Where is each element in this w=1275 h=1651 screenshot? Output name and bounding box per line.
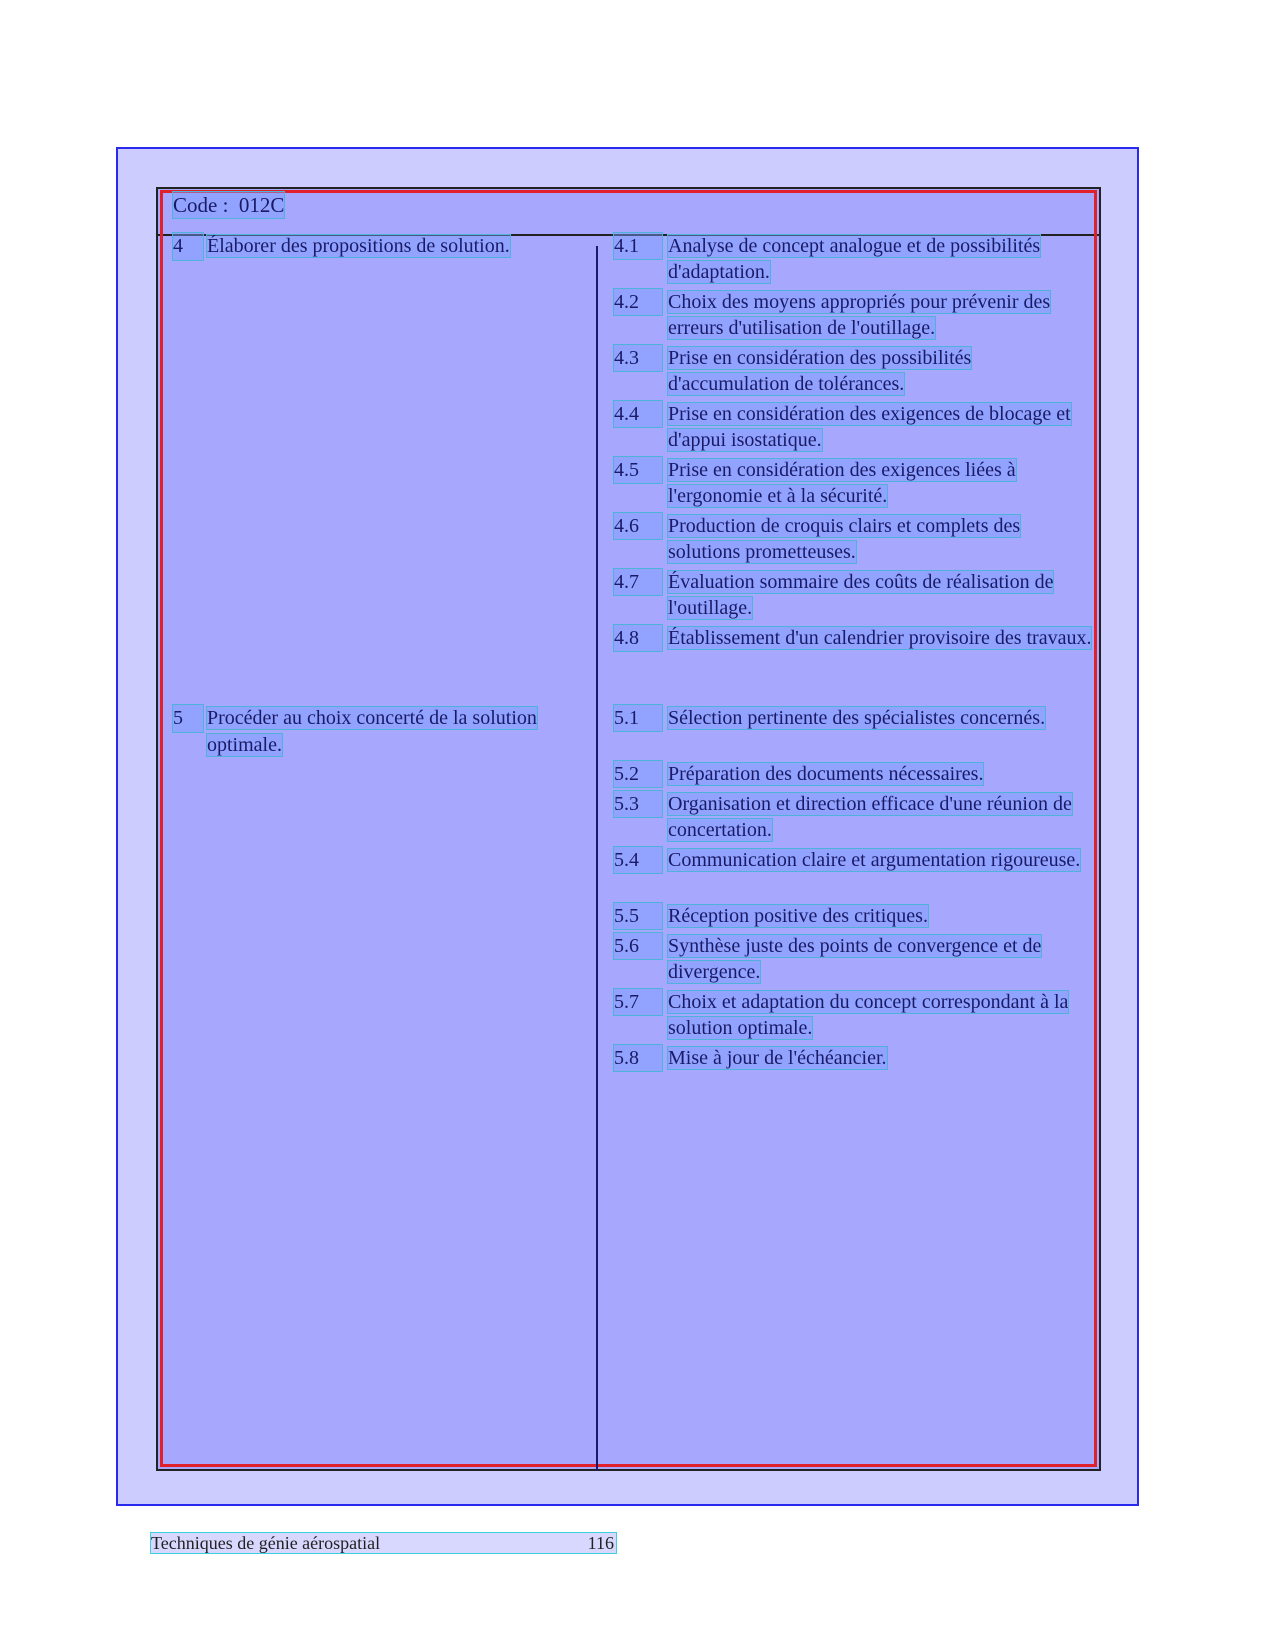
criterion-item xyxy=(614,761,1094,787)
criterion-number: 5.5 xyxy=(614,903,662,929)
criterion-number: 4.2 xyxy=(614,289,662,315)
criterion-number: 4.6 xyxy=(614,513,662,539)
criterion-text: Réception positive des critiques. xyxy=(668,905,928,927)
criterion-item xyxy=(614,847,1094,873)
criterion-item xyxy=(614,989,1094,1041)
criterion-text: Communication claire et argumentation rigoureuse. xyxy=(668,849,1081,871)
criterion-number: 4.4 xyxy=(614,401,662,427)
criterion-text: Choix des moyens appropriés pour prévenir des erreurs d'utilisation de l'outillage. xyxy=(668,291,1051,339)
criterion-number: 5.8 xyxy=(614,1045,662,1071)
criterion-number: 4.8 xyxy=(614,625,662,651)
task-item xyxy=(173,705,597,759)
criterion-item xyxy=(614,233,1094,285)
criterion-number: 5.7 xyxy=(614,989,662,1015)
competency-code: Code : 012C xyxy=(173,193,285,217)
criterion-item xyxy=(614,933,1094,985)
criterion-number: 5.2 xyxy=(614,761,662,787)
criterion-item xyxy=(614,625,1094,651)
criterion-item xyxy=(614,401,1094,453)
criterion-text: Choix et adaptation du concept correspondant à la solution optimale. xyxy=(668,991,1069,1039)
criterion-item xyxy=(614,791,1094,843)
criterion-item xyxy=(614,569,1094,621)
footer-program-name: Techniques de génie aérospatial xyxy=(151,1533,381,1553)
criterion-number: 4.7 xyxy=(614,569,662,595)
page-number: 116 xyxy=(587,1533,614,1553)
criterion-item xyxy=(614,1045,1094,1071)
criterion-text: Prise en considération des possibilités d'accumulation de tolérances. xyxy=(668,347,972,395)
criterion-number: 4.5 xyxy=(614,457,662,483)
task-number: 4 xyxy=(173,233,203,260)
task-label: Procéder au choix concerté de la solution optimale. xyxy=(207,707,537,756)
criterion-text: Prise en considération des exigences liées à l'ergonomie et à la sécurité. xyxy=(668,459,1016,507)
criterion-item xyxy=(614,345,1094,397)
criterion-text: Organisation et direction efficace d'une réunion de concertation. xyxy=(668,793,1072,841)
column-divider xyxy=(596,246,598,1471)
task-item xyxy=(173,233,597,260)
criterion-text: Établissement d'un calendrier provisoire des travaux. xyxy=(668,627,1092,649)
criterion-item xyxy=(614,457,1094,509)
criterion-number: 5.1 xyxy=(614,705,662,731)
criterion-text: Mise à jour de l'échéancier. xyxy=(668,1047,887,1069)
criterion-text: Évaluation sommaire des coûts de réalisation de l'outillage. xyxy=(668,571,1054,619)
criterion-item xyxy=(614,903,1094,929)
criterion-text: Synthèse juste des points de convergence et de divergence. xyxy=(668,935,1042,983)
criterion-text: Sélection pertinente des spécialistes concernés. xyxy=(668,707,1046,729)
criterion-text: Préparation des documents nécessaires. xyxy=(668,763,984,785)
page-footer xyxy=(151,1533,616,1553)
criterion-number: 5.6 xyxy=(614,933,662,959)
task-label: Élaborer des propositions de solution. xyxy=(207,235,510,257)
criterion-text: Prise en considération des exigences de blocage et d'appui isostatique. xyxy=(668,403,1071,451)
code-row xyxy=(158,189,1099,236)
task-number: 5 xyxy=(173,705,203,732)
criterion-item xyxy=(614,513,1094,565)
criterion-item xyxy=(614,289,1094,341)
criterion-number: 4.3 xyxy=(614,345,662,371)
criterion-number: 5.4 xyxy=(614,847,662,873)
criterion-number: 5.3 xyxy=(614,791,662,817)
criterion-text: Production de croquis clairs et complets des solutions prometteuses. xyxy=(668,515,1021,563)
criterion-item xyxy=(614,705,1094,731)
criterion-number: 4.1 xyxy=(614,233,662,259)
criterion-text: Analyse de concept analogue et de possibilités d'adaptation. xyxy=(668,235,1041,283)
